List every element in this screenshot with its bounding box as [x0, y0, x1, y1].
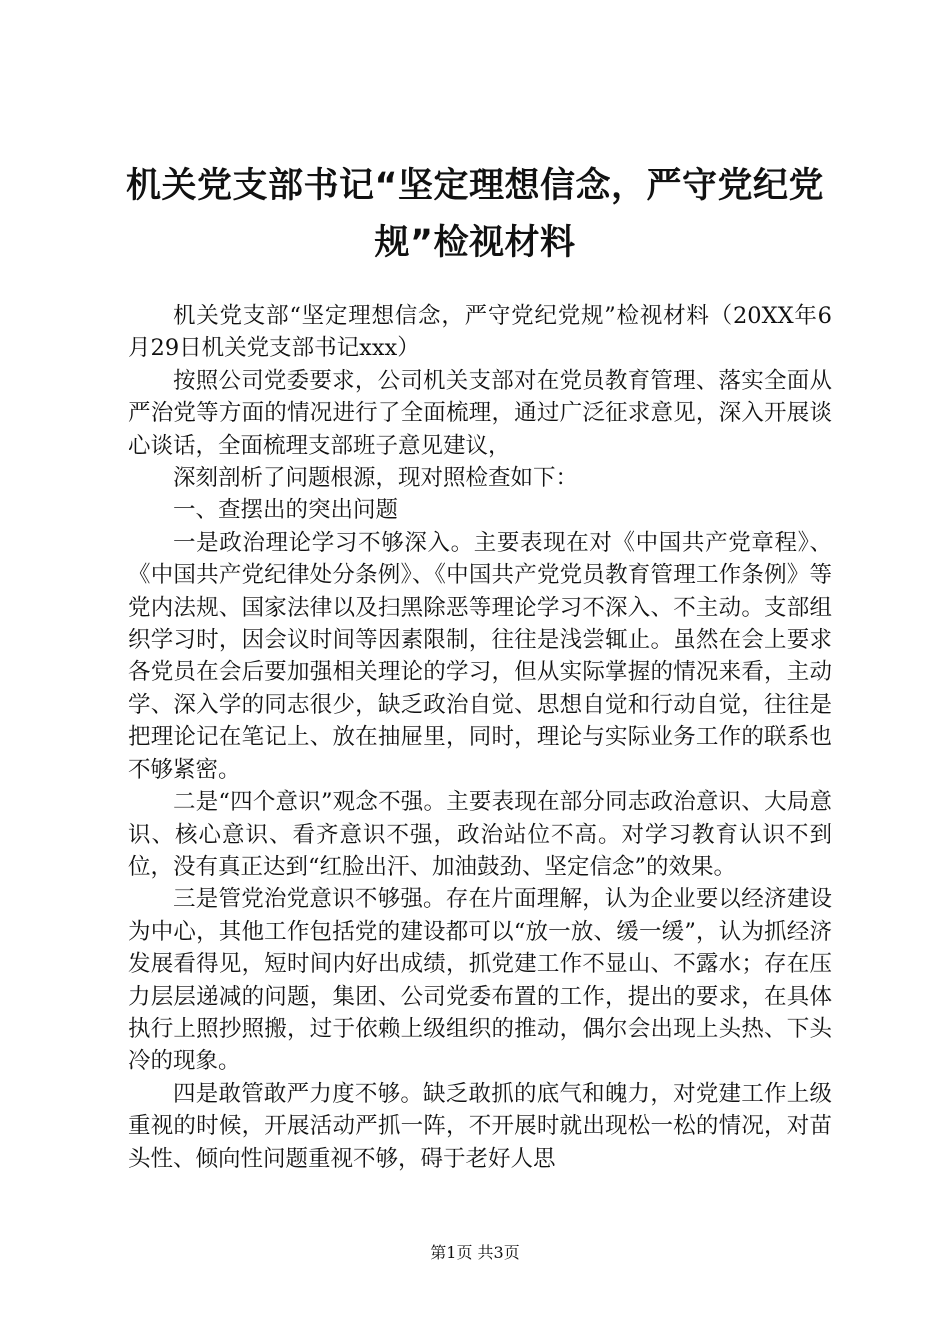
page-footer: 第1页 共3页 — [430, 1243, 520, 1262]
document-body — [128, 300, 832, 1175]
paragraph-issue-1: 一是政治理论学习不够深入。主要表现在对《中国共产党章程》、《中国共产党纪律处分条例》、《中国共产党党员教育管理工作条例》等党内法规、国家法律以及扫黑除恶等理论学习不深入、不主动。支部组织学习时，因会议时间等因素限制，往往是浅尝辄止。虽然在会上要求各党员在会后要加强相关理论的学习，但从实际掌握的情况来看，主动学、深入学的同志很少，缺乏政治自觉、思想自觉和行动自觉，往往是把理论记在笔记上、放在抽屉里，同时，理论与实际业务工作的联系也不够紧密。 — [128, 529, 832, 783]
section-heading: 一、查摆出的突出问题 — [173, 497, 399, 524]
document-title: 机关党支部书记“坚定理想信念，严守党纪党规”检视材料 — [125, 166, 824, 263]
paragraph-subtitle: 机关党支部“坚定理想信念，严守党纪党规”检视材料（20XX年6月29日机关党支部书记xxx） — [128, 303, 832, 362]
paragraph-issue-3: 三是管党治党意识不够强。存在片面理解，认为企业要以经济建设为中心，其他工作包括党的建设都可以“放一放、缓一缓”，认为抓经济发展看得见，短时间内好出成绩，抓党建工作不显山、不露水；存在压力层层递减的问题，集团、公司党委布置的工作，提出的要求，在具体执行上照抄照搬，过于依赖上级组织的推动，偶尔会出现上头热、下头冷的现象。 — [128, 886, 832, 1075]
paragraph-intro: 按照公司党委要求，公司机关支部对在党员教育管理、落实全面从严治党等方面的情况进行了全面梳理，通过广泛征求意见，深入开展谈心谈话，全面梳理支部班子意见建议， — [128, 367, 832, 459]
paragraph-issue-4: 四是敢管敢严力度不够。缺乏敢抓的底气和魄力，对党建工作上级重视的时候，开展活动严抓一阵，不开展时就出现松一松的情况，对苗头性、倾向性问题重视不够，碍于老好人思 — [128, 1080, 832, 1172]
paragraph-issue-2: 二是“四个意识”观念不强。主要表现在部分同志政治意识、大局意识、核心意识、看齐意识不强，政治站位不高。对学习教育认识不到位，没有真正达到“红脸出汗、加油鼓劲、坚定信念”的效果。 — [128, 789, 832, 880]
paragraph-analysis: 深刻剖析了问题根源，现对照检查如下： — [173, 465, 579, 492]
